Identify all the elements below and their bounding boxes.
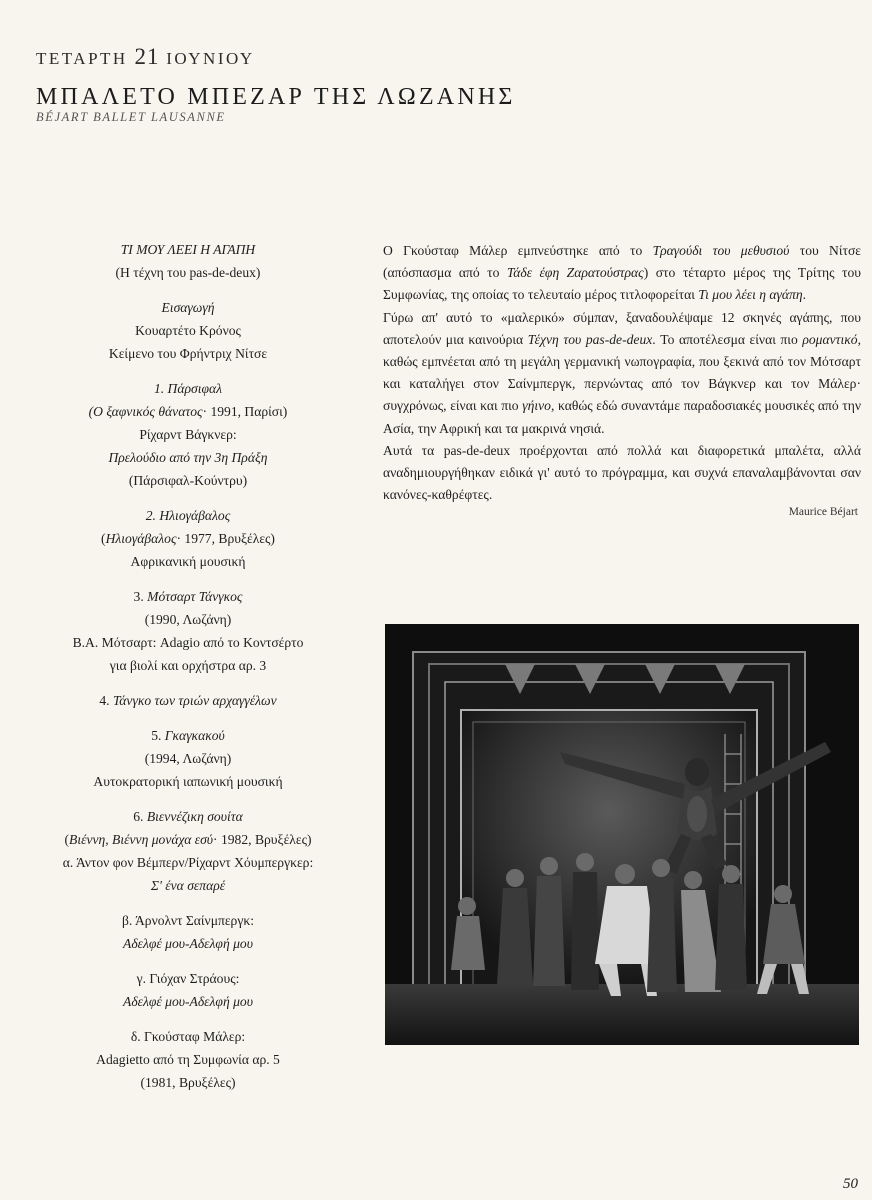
- program-heading: ΤΙ ΜΟΥ ΛΕΕΙ Η ΑΓΑΠΗ: [120, 242, 256, 257]
- item-5-date: (1994, Λωζάνη): [144, 751, 232, 766]
- item-1-roles: (Πάρσιφαλ-Κούντρυ): [128, 473, 248, 488]
- day-name: ΤΕΤΑΡΤΗ: [36, 49, 128, 68]
- item-1-piece: Πρελούδιο από την 3η Πράξη: [108, 450, 268, 465]
- item-6-d-piece: Adagietto από τη Συμφωνία αρ. 5: [96, 1052, 280, 1067]
- item-4-name: Τάνγκο των τριών αρχαγγέλων: [112, 693, 277, 708]
- p2-part-c: . Το αποτέλεσμα είναι πιο: [652, 331, 803, 347]
- item-2-date: · 1977, Βρυξέλες): [176, 531, 275, 546]
- item-4-title: [36, 689, 340, 712]
- item-4-num: 4.: [99, 693, 113, 708]
- date-number: 21: [134, 44, 160, 69]
- item-5-music: Αυτοκρατορική ιαπωνική μουσική: [93, 774, 283, 789]
- month-name: ΙΟΥΝΙΟΥ: [166, 49, 255, 68]
- item-5-name: Γκαγκακού: [164, 728, 225, 743]
- paragraph-3: Αυτά τα pas-de-deux προέρχονται από πολλά και διαφορετικά μπαλέτα, αλλά αναδημιουργήθηκαν ειδικά γι' αυτό το πρόγραμμα, και συχνά επαναλαμβάνονται σαν κανόνες-καθρέφτες.: [383, 442, 861, 503]
- intro-line-2: Κείμενο του Φρήντριχ Νίτσε: [108, 346, 268, 361]
- stage-photo-illustration: [385, 624, 859, 1045]
- p1-part-g: .: [802, 287, 807, 303]
- p1-part-a: Ο Γκούσταφ Μάλερ εμπνεύστηκε από το: [383, 243, 653, 258]
- item-6-num: 6.: [133, 809, 147, 824]
- item-6-open-paren: (: [64, 832, 70, 847]
- program-item-2: [36, 504, 340, 573]
- paragraph-2: [383, 307, 861, 440]
- item-1-work: (Ο ξαφνικός θάνατος: [88, 404, 203, 419]
- item-6-title: [36, 805, 340, 828]
- p1-title-zarathustra: Τάδε έφη Ζαρατούστρας: [506, 265, 644, 281]
- date-heading: [36, 44, 255, 70]
- p2-romantic: ρομαντικό: [802, 331, 858, 347]
- item-5-num: 5.: [151, 728, 165, 743]
- p1-title-song: Τραγούδι του μεθυσιού: [652, 243, 790, 258]
- item-6-d-composer: δ. Γκούσταφ Μάλερ:: [130, 1029, 246, 1044]
- p2-earthy: γήινο: [522, 398, 551, 414]
- program-item-3: [36, 585, 340, 677]
- intro-line-1: Κουαρτέτο Κρόνος: [135, 323, 241, 338]
- item-5-title: [36, 724, 340, 747]
- intro-label: Εισαγωγή: [161, 300, 215, 315]
- item-3-music-2: για βιολί και ορχήστρα αρ. 3: [109, 658, 267, 673]
- ballet-stage-photo: [385, 624, 859, 1045]
- item-6-a-composer: α. Άντον φον Βέμπερν/Ρίχαρντ Χόυμπεργκερ:: [62, 855, 314, 870]
- item-1-date: · 1991, Παρίσι): [202, 404, 288, 419]
- item-6-date: · 1982, Βρυξέλες): [213, 832, 312, 847]
- item-3-num: 3.: [133, 589, 148, 604]
- item-2-music: Αφρικανική μουσική: [130, 554, 246, 569]
- item-1-title: 1. Πάρσιφαλ: [153, 381, 223, 396]
- page-subtitle: BÉJART BALLET LAUSANNE: [36, 110, 226, 124]
- program-list: [36, 238, 340, 1106]
- item-6-c-piece: Αδελφέ μου-Αδελφή μου: [123, 994, 253, 1009]
- page-number: 50: [843, 1176, 858, 1192]
- item-6-line-1: [36, 828, 340, 851]
- p2-part-a: Γύρω απ' αυτό το «μαλερικό» σύμπαν, ξαναδουλέψαμε 12 σκηνές αγάπης, που αποτελούν μια καινούρια: [383, 309, 861, 347]
- item-2-title: 2. Ηλιογάβαλος: [145, 508, 231, 523]
- item-6-b-composer: β. Άρνολντ Σαίνμπεργκ:: [122, 913, 254, 928]
- page-title: ΜΠΑΛΕΤΟ ΜΠΕΖΑΡ ΤΗΣ ΛΩΖΑΝΗΣ: [36, 84, 516, 110]
- program-heading-block: [36, 238, 340, 284]
- program-intro: [36, 296, 340, 365]
- item-3-name: Μότσαρτ Τάνγκος: [147, 589, 243, 604]
- item-1-line-1: [36, 400, 340, 423]
- program-item-4: [36, 689, 340, 712]
- p1-title-love: Τι μου λέει η αγάπη: [698, 287, 803, 303]
- item-6-a-piece: Σ' ένα σεπαρέ: [150, 878, 226, 893]
- item-6-c-composer: γ. Γιόχαν Στράους:: [136, 971, 240, 986]
- program-item-6: [36, 805, 340, 1094]
- item-2-work: Ηλιογάβαλος: [105, 531, 177, 546]
- program-item-5: [36, 724, 340, 793]
- item-2-line-1: [36, 527, 340, 550]
- item-1-composer: Ρίχαρντ Βάγκνερ:: [139, 427, 237, 442]
- p2-part-e: , καθώς εμπνέεται από τη μεγάλη γερμανική νωπογραφία, που ξεκινά από τον Μότσαρτ και καταλήγει στον Σαίνμπεργκ, περνώντας από τον Βάγκνερ και τον Μάλερ· συγχρόνως, είναι και πιο: [383, 331, 862, 414]
- program-heading-sub: (Η τέχνη του pas-de-deux): [115, 265, 261, 280]
- description-text: [383, 240, 861, 506]
- item-6-name: Βιεννέζικη σουίτα: [146, 809, 243, 824]
- item-6-work: Βιέννη, Βιέννη μονάχα εσύ: [69, 832, 214, 847]
- item-3-music-1: Β.Α. Μότσαρτ: Adagio από το Κοντσέρτο: [72, 635, 304, 650]
- item-2-open-paren: (: [101, 531, 106, 546]
- paragraph-1: [383, 240, 861, 307]
- p1-part-c: του Νίτσε (απόσπασμα από το: [383, 243, 861, 281]
- author-signature: Maurice Béjart: [788, 506, 858, 518]
- item-6-d-date: (1981, Βρυξέλες): [140, 1075, 236, 1090]
- item-6-b-piece: Αδελφέ μου-Αδελφή μου: [123, 936, 253, 951]
- p1-part-e: ) στο τέταρτο μέρος της Τρίτης του Συμφωνίας, της οποίας το τελευταίο μέρος τιτλοφορείται: [383, 265, 861, 303]
- item-3-title: [36, 585, 340, 608]
- p2-title-art: Τέχνη του pas-de-deux: [527, 331, 653, 347]
- p2-part-g: , καθώς εδώ συναντάμε παραδοσιακές μουσικές από την Ασία, την Αφρική και τα μακρινά νησιά.: [383, 398, 861, 436]
- item-3-date: (1990, Λωζάνη): [144, 612, 232, 627]
- program-item-1: [36, 377, 340, 492]
